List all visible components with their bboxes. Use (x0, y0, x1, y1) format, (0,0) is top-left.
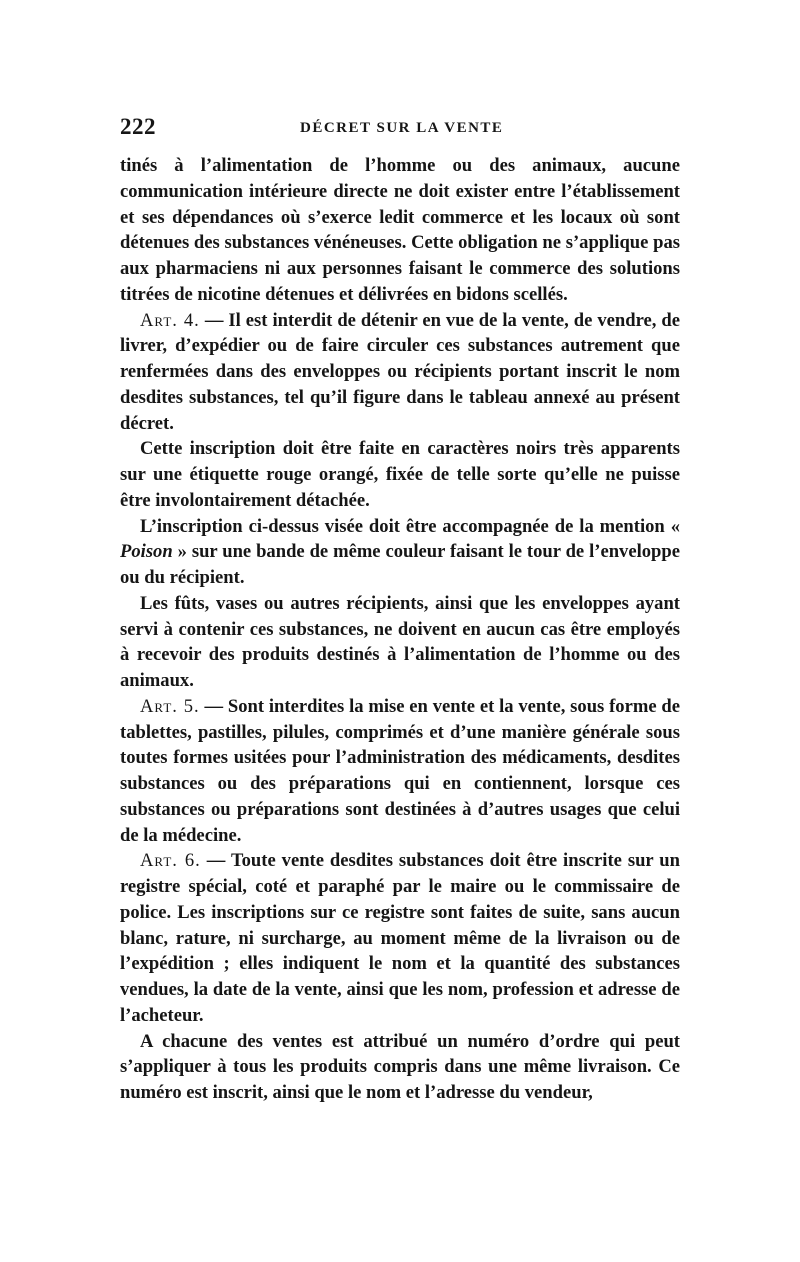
paragraph-order-number: A chacune des ventes est attribué un numéro d’ordre qui peut s’appliquer à tous les produits compris dans une même livraison. Ce numéro est inscrit, ainsi que le nom et l’adresse du vendeur, (120, 1030, 680, 1103)
paragraph-inscription: Cette inscription doit être faite en caractères noirs très apparents sur une étiquette rouge orangé, fixée de telle sorte qu’elle ne puisse être involontairement détachée. (120, 438, 680, 511)
paragraph-article-6 (120, 848, 680, 1028)
article-text: — Sont interdites la mise en vente et la vente, sous forme de tablettes, pastilles, pilules, comprimés et d’une manière générale sous toutes formes usitées pour l’administration des médicaments, desdites substances ou des préparations qui en contiennent, lorsque ces substances ou préparations sont destinées à d’autres usages que celui de la médecine. (120, 695, 680, 846)
article-label: Art. 6. (140, 850, 201, 872)
body-text (120, 153, 680, 1106)
running-header (120, 114, 680, 144)
running-title: DÉCRET SUR LA VENTE (300, 120, 504, 136)
paragraph-article-5 (120, 694, 680, 849)
article-text: — Toute vente desdites substances doit être inscrite sur un registre spécial, coté et paraphé par le maire ou le commissaire de police. Les inscriptions sur ce registre sont faites de suite, sans aucun blanc, rature, ni surcharge, au moment même de la livraison ou de l’expédition ; elles indiquent le nom et la quantité des substances vendues, la date de la vente, ainsi que les nom, profession et adresse de l’acheteur. (120, 850, 680, 1026)
paragraph-text: L’inscription ci-dessus visée doit être accompagnée de la mention « (140, 515, 680, 537)
paragraph-article-4 (120, 308, 680, 437)
poison-mention: Poison (120, 541, 173, 563)
paragraph-continuation: tinés à l’alimentation de l’homme ou des animaux, aucune communication intérieure directe ne doit exister entre l’établissement et ses dépendances où s’exerce ledit commerce et les locaux où sont détenues des substances vénéneuses. Cette obligation ne s’applique pas aux pharmaciens ni aux personnes faisant le commerce des solutions titrées de nicotine détenues et délivrées en bidons scellés. (120, 155, 680, 305)
article-text: — Il est interdit de détenir en vue de la vente, de vendre, de livrer, d’expédier ou de faire circuler ces substances autrement que renfermées dans des enveloppes ou récipients portant inscrit le nom desdites substances, tel qu’il figure dans le tableau annexé au présent décret. (120, 309, 680, 434)
article-label: Art. 4. (140, 309, 200, 331)
article-label: Art. 5. (140, 695, 200, 717)
paragraph-text: » sur une bande de même couleur faisant le tour de l’enveloppe ou du récipient. (120, 541, 680, 588)
paragraph-mention-poison (120, 514, 680, 591)
page-number: 222 (120, 114, 156, 139)
paragraph-containers: Les fûts, vases ou autres récipients, ainsi que les enveloppes ayant servi à contenir ces substances, ne doivent en aucun cas être employés à recevoir des produits destinés à l’alimentation de l’homme ou des animaux. (120, 592, 680, 691)
